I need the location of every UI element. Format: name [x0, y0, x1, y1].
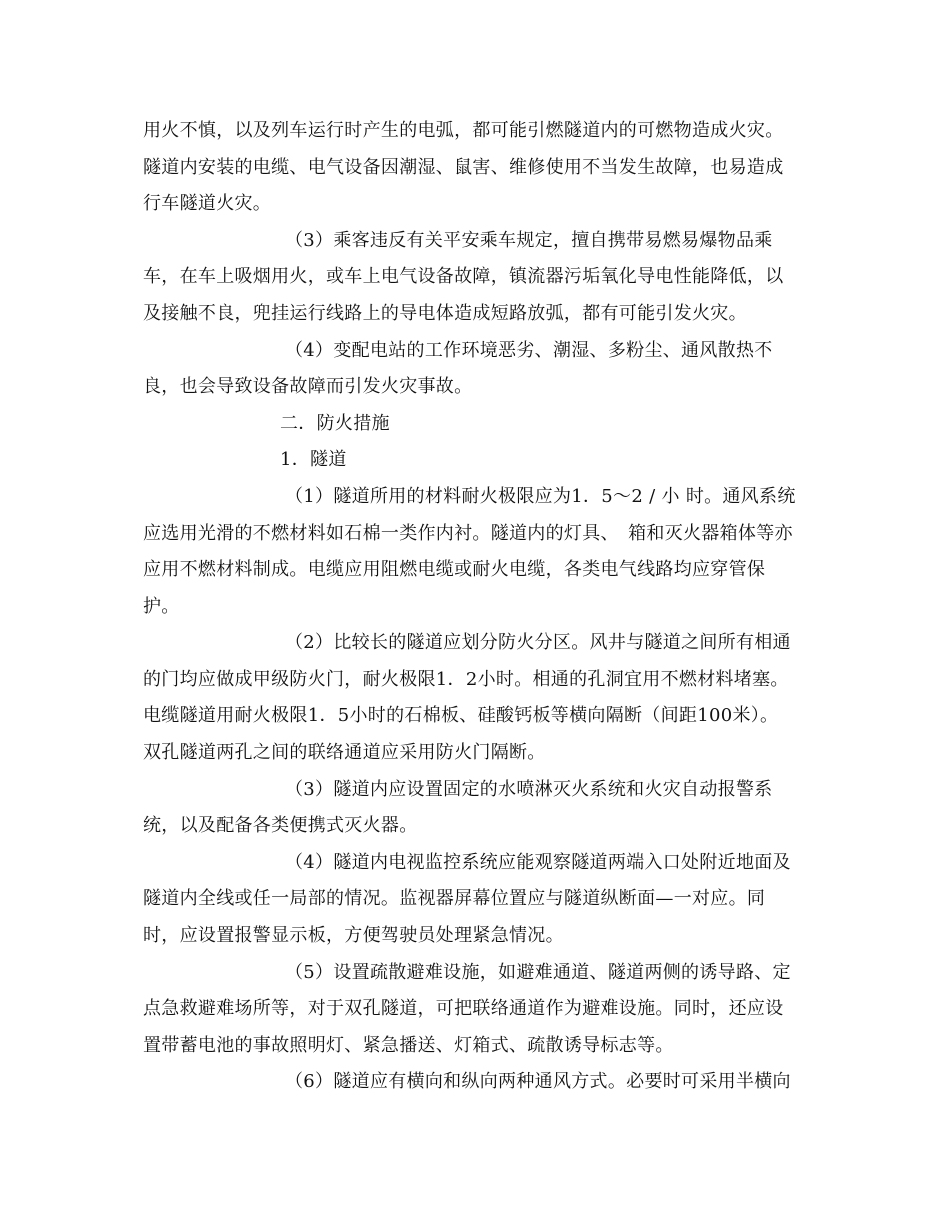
- section-heading: 二．防火措施: [280, 413, 390, 434]
- text-line: 隧道内安装的电缆、电气设备因潮湿、鼠害、维修使用不当发生故障，也易造成: [143, 157, 784, 178]
- text-line: 良，也会导致设备故障而引发火灾事故。: [143, 376, 473, 397]
- text-line: 应选用光滑的不燃材料如石棉一类作内衬。隧道内的灯具、 箱和灭火器箱体等亦: [143, 523, 793, 544]
- text-line: （5）设置疏散避难设施，如避难通道、隧道两侧的诱导路、定: [285, 962, 791, 983]
- text-line: 应用不燃材料制成。电缆应用阻燃电缆或耐火电缆，各类电气线路均应穿管保: [143, 559, 766, 580]
- text-line: （4）隧道内电视监控系统应能观察隧道两端入口处附近地面及: [285, 852, 791, 873]
- text-line: 隧道内全线或任一局部的情况。监视器屏幕位置应与隧道纵断面—一对应。同: [143, 888, 766, 909]
- text-line: 电缆隧道用耐火极限1．5小时的石棉板、硅酸钙板等横向隔断（间距100米）。: [143, 705, 779, 726]
- text-line: 行车隧道火灾。: [143, 193, 272, 214]
- text-line: 统，以及配备各类便携式灭火器。: [143, 815, 418, 836]
- text-line: 的门均应做成甲级防火门，耐火极限1．2小时。相通的孔洞宜用不燃材料堵塞。: [143, 669, 789, 690]
- text-line: 时，应设置报警显示板，方便驾驶员处理紧急情况。: [143, 925, 564, 946]
- subsection-heading: 1．隧道: [280, 449, 347, 470]
- text-line: 用火不慎，以及列车运行时产生的电弧，都可能引燃隧道内的可燃物造成火灾。: [143, 120, 784, 141]
- text-line: （6）隧道应有横向和纵向两种通风方式。必要时可采用半横向: [285, 1071, 791, 1092]
- text-line: 及接触不良，兜挂运行线路上的导电体造成短路放弧，都有可能引发火灾。: [143, 303, 747, 324]
- text-line: （4）变配电站的工作环境恶劣、潮湿、多粉尘、通风散热不: [285, 340, 773, 361]
- text-line: 点急救避难场所等，对于双孔隧道，可把联络通道作为避难设施。同时，还应设: [143, 998, 784, 1019]
- text-line: 车，在车上吸烟用火，或车上电气设备故障，镇流器污垢氧化导电性能降低，以: [143, 266, 784, 287]
- text-line: （2）比较长的隧道应划分防火分区。风井与隧道之间所有相通: [285, 632, 791, 653]
- text-line: 护。: [143, 596, 180, 617]
- text-line: 置带蓄电池的事故照明灯、紧急播送、灯箱式、疏散诱导标志等。: [143, 1035, 674, 1056]
- text-line: （3）乘客违反有关平安乘车规定，擅自携带易燃易爆物品乘: [285, 230, 773, 251]
- text-line: 双孔隧道两孔之间的联络通道应采用防火门隔断。: [143, 742, 546, 763]
- text-line: （1）隧道所用的材料耐火极限应为1．5～2 / 小 时。通风系统: [285, 486, 796, 507]
- text-line: （3）隧道内应设置固定的水喷淋灭火系统和火灾自动报警系: [285, 779, 773, 800]
